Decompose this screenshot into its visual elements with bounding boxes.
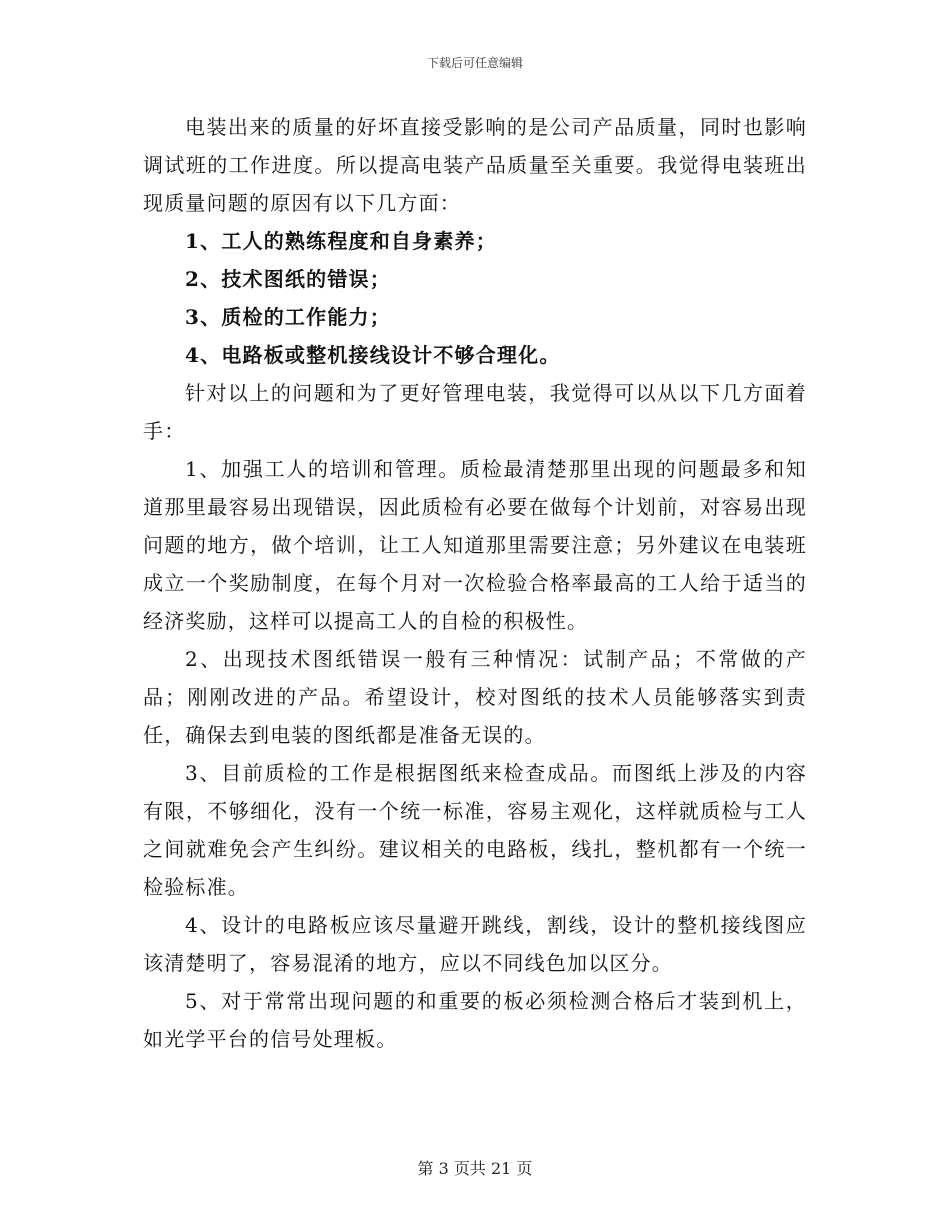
document-body [143, 108, 807, 1058]
cause-item-1: 1、工人的熟练程度和自身素养； [185, 229, 497, 253]
cause-item-2: 2、技术图纸的错误； [185, 267, 391, 291]
page-footer: 第 3 页共 21 页 [417, 1159, 533, 1178]
page-header: 下载后可任意编辑 [426, 56, 523, 70]
solutions-intro-paragraph: 针对以上的问题和为了更好管理电装，我觉得可以从以下几方面着手： [143, 381, 807, 443]
solution-item-2: 2、出现技术图纸错误一般有三种情况：试制产品；不常做的产品；刚刚改进的产品。希望设计，校对图纸的技术人员能够落实到责任，确保去到电装的图纸都是准备无误的。 [143, 647, 807, 747]
cause-item-4: 4、电路板或整机接线设计不够合理化。 [185, 343, 561, 367]
intro-paragraph: 电装出来的质量的好坏直接受影响的是公司产品质量，同时也影响调试班的工作进度。所以提高电装产品质量至关重要。我觉得电装班出现质量问题的原因有以下几方面： [143, 115, 807, 215]
solution-item-5: 5、对于常常出现问题的和重要的板必须检测合格后才装到机上，如光学平台的信号处理板。 [143, 989, 807, 1051]
solution-item-3: 3、目前质检的工作是根据图纸来检查成品。而图纸上涉及的内容有限，不够细化，没有一个统一标准，容易主观化，这样就质检与工人之间就难免会产生纠纷。建议相关的电路板，线扎，整机都有一个统一检验标准。 [143, 761, 807, 899]
solution-item-1: 1、加强工人的培训和管理。质检最清楚那里出现的问题最多和知道那里最容易出现错误，因此质检有必要在做每个计划前，对容易出现问题的地方，做个培训，让工人知道那里需要注意；另外建议在电装班成立一个奖励制度，在每个月对一次检验合格率最高的工人给于适当的经济奖励，这样可以提高工人的自检的积极性。 [143, 457, 807, 633]
cause-item-3: 3、质检的工作能力； [185, 305, 391, 329]
solution-item-4: 4、设计的电路板应该尽量避开跳线，割线，设计的整机接线图应该清楚明了，容易混淆的地方，应以不同线色加以区分。 [143, 913, 807, 975]
